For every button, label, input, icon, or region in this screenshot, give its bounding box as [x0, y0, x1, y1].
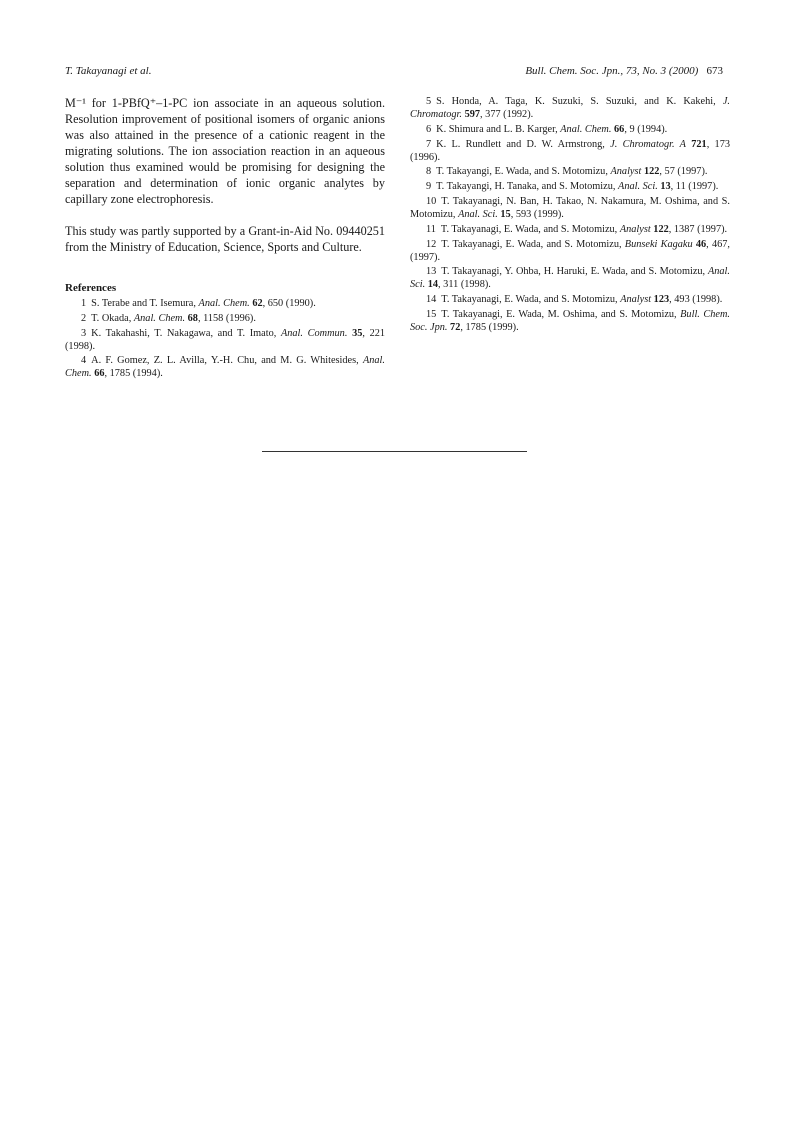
reference-volume: 122	[653, 223, 669, 235]
reference-journal: Bull. Chem. Soc. Jpn.	[410, 308, 730, 333]
reference-journal: Analyst	[610, 166, 642, 178]
references-heading: References	[65, 282, 117, 294]
reference-item	[410, 180, 730, 193]
reference-journal: Anal. Commun.	[280, 327, 348, 339]
reference-details: , 311 (1998).	[438, 279, 491, 291]
reference-authors: T. Takayanagi, E. Wada, and S. Motomizu,	[441, 294, 621, 306]
reference-number: 10	[426, 195, 437, 207]
end-of-article-rule	[262, 451, 527, 452]
reference-item	[410, 238, 730, 264]
right-column	[410, 95, 730, 336]
reference-details: , 493 (1998).	[669, 294, 723, 306]
acknowledgment-paragraph: This study was partly supported by a Grant-in-Aid No. 09440251 from the Ministry of Education, Science, Sports and Culture.	[65, 224, 385, 254]
reference-details: , 1785 (1994).	[104, 368, 163, 380]
reference-journal: J. Chromatogr. A	[610, 138, 686, 150]
reference-authors: S. Terabe and T. Isemura,	[91, 298, 199, 309]
reference-journal: Analyst	[620, 294, 652, 306]
reference-number: 12	[426, 238, 437, 250]
reference-volume: 597	[464, 109, 481, 120]
reference-details: , 221 (1998).	[65, 327, 386, 352]
reference-details: , 1158 (1996).	[197, 312, 256, 324]
reference-volume: 123	[653, 294, 670, 306]
reference-item	[65, 354, 385, 380]
reference-item	[410, 195, 730, 221]
running-head-journal	[525, 65, 723, 77]
reference-authors: K. Takahashi, T. Nakagawa, and T. Imato,	[91, 327, 281, 339]
reference-journal: Anal. Sci.	[410, 266, 730, 291]
reference-number: 1	[81, 298, 87, 309]
reference-journal: Anal. Chem.	[560, 123, 612, 135]
reference-details: , 11 (1997).	[670, 181, 719, 193]
reference-authors: T. Takayanagi, E. Wada, and S. Motomizu,	[440, 223, 620, 235]
reference-volume: 721	[691, 138, 707, 150]
reference-item	[410, 308, 730, 334]
reference-volume: 66	[614, 123, 625, 135]
reference-item	[410, 165, 730, 178]
reference-authors: T. Takayanagi, E. Wada, M. Oshima, and S. Motomizu,	[441, 308, 681, 320]
reference-number: 7	[426, 138, 432, 150]
reference-journal: Anal. Chem.	[65, 355, 385, 380]
reference-item	[65, 297, 385, 310]
reference-volume: 15	[500, 208, 511, 220]
reference-authors: T. Takayangi, E. Wada, and S. Motomizu,	[436, 166, 611, 178]
reference-item	[65, 312, 385, 325]
references-list-right	[410, 95, 730, 334]
reference-journal: Anal. Chem.	[198, 298, 250, 309]
left-column	[65, 95, 385, 382]
reference-volume: 68	[187, 312, 198, 324]
running-head-authors: T. Takayanagi et al.	[65, 65, 152, 77]
reference-details: , 1387 (1997).	[668, 223, 728, 235]
reference-details: , 9 (1994).	[624, 123, 668, 135]
reference-authors: S. Honda, A. Taga, K. Suzuki, S. Suzuki, and K. Kakehi,	[436, 96, 723, 107]
reference-number: 13	[426, 266, 437, 278]
journal-citation: Bull. Chem. Soc. Jpn., 73, No. 3 (2000)	[525, 65, 699, 77]
references-list-left	[65, 297, 385, 380]
reference-number: 8	[426, 166, 432, 178]
reference-number: 4	[81, 355, 87, 367]
reference-number: 5	[426, 96, 432, 107]
reference-number: 3	[81, 327, 87, 339]
reference-item	[410, 138, 730, 164]
reference-authors: T. Takayanagi, N. Ban, H. Takao, N. Nakamura, M. Oshima, and S. Motomizu,	[410, 195, 730, 220]
reference-volume: 35	[352, 327, 363, 339]
reference-item	[65, 327, 385, 353]
page-number: 673	[706, 65, 723, 77]
reference-details: , 650 (1990).	[262, 298, 316, 309]
reference-volume: 122	[643, 166, 660, 178]
reference-volume: 66	[94, 368, 105, 380]
reference-volume: 14	[427, 279, 439, 291]
conclusion-paragraph: M⁻¹ for 1-PBfQ⁺–1-PC ion associate in an aqueous solution. Resolution improvement of positional isomers of organic anions was also attained in the presence of a cationic reagent in the migrating solutions. The ion association reaction in an aqueous solution thus examined would be promising for designing the separation and determination of ionic organic analytes by capillary zone electrophoresis.	[65, 96, 385, 206]
reference-authors: K. Shimura and L. B. Karger,	[436, 123, 561, 135]
reference-volume: 72	[450, 321, 461, 333]
reference-details: , 1785 (1999).	[460, 321, 519, 333]
reference-volume: 46	[695, 238, 707, 250]
reference-details: , 467, (1997).	[410, 238, 730, 263]
reference-authors: A. F. Gomez, Z. L. Avilla, Y.-H. Chu, and M. G. Whitesides,	[91, 355, 363, 367]
reference-authors: K. L. Rundlett and D. W. Armstrong,	[436, 138, 611, 150]
reference-details: , 57 (1997).	[659, 166, 708, 178]
reference-details: , 593 (1999).	[510, 208, 564, 220]
reference-item	[410, 265, 730, 291]
reference-journal: Anal. Sci.	[458, 208, 498, 220]
reference-authors: T. Takayanagi, E. Wada, and S. Motomizu,	[441, 238, 625, 250]
reference-details: , 377 (1992).	[480, 109, 534, 120]
reference-item	[410, 123, 730, 136]
reference-number: 11	[426, 223, 436, 235]
reference-journal: Analyst	[619, 223, 651, 235]
reference-authors: T. Okada,	[91, 312, 134, 324]
reference-journal: Bunseki Kagaku	[624, 238, 693, 250]
reference-authors: T. Takayanagi, Y. Ohba, H. Haruki, E. Wada, and S. Motomizu,	[441, 266, 708, 278]
reference-volume: 62	[252, 298, 263, 309]
reference-number: 9	[426, 181, 432, 193]
reference-item	[410, 223, 730, 236]
reference-details: , 173 (1996).	[410, 138, 731, 163]
reference-number: 15	[426, 308, 437, 320]
reference-journal: Anal. Sci.	[618, 181, 658, 193]
reference-item	[410, 293, 730, 306]
reference-journal: J. Chromatogr.	[410, 96, 730, 120]
reference-authors: T. Takayangi, H. Tanaka, and S. Motomizu,	[436, 181, 619, 193]
reference-number: 14	[426, 294, 437, 306]
reference-journal: Anal. Chem.	[133, 312, 186, 324]
reference-volume: 13	[660, 181, 671, 193]
reference-item	[410, 95, 730, 121]
reference-number: 2	[81, 312, 87, 324]
reference-number: 6	[426, 123, 432, 135]
